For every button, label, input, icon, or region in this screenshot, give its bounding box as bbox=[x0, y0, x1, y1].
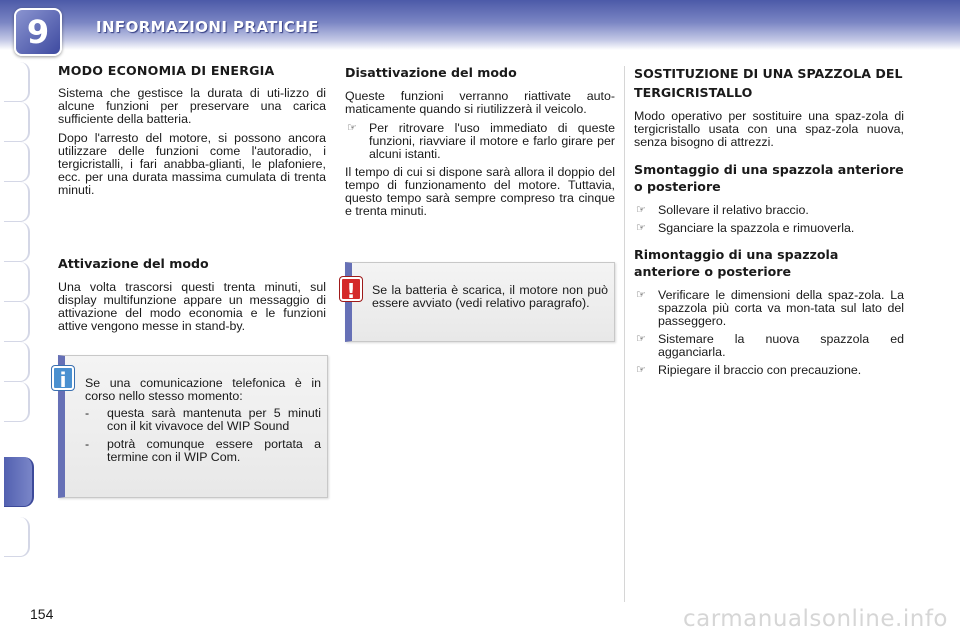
chapter-tab[interactable] bbox=[4, 382, 30, 422]
note-text: Se la batteria è scarica, il motore non può essere avviato (vedi relativo paragrafo). bbox=[372, 283, 608, 310]
list-item: ☞ Sistemare la nuova spazzola ed agganciarla. bbox=[636, 332, 904, 359]
paragraph: Il tempo di cui si dispone sarà allora il doppio del tempo di funzionamento del motore. Tuttavia, questo tempo sarà sempre compreso tra cinque e trenta minuti. bbox=[345, 165, 615, 218]
list-item: - potrà comunque essere portata a termine con il WIP Com. bbox=[85, 437, 321, 464]
note-intro: Se una comunicazione telefonica è in corso nello stesso momento: bbox=[85, 376, 321, 403]
pointing-hand-icon: ☞ bbox=[636, 364, 646, 376]
chapter-badge: 9 bbox=[14, 8, 62, 56]
dash-marker: - bbox=[85, 406, 90, 420]
column-divider bbox=[624, 66, 625, 602]
paragraph: Modo operativo per sostituire una spaz-zola di tergicristallo usata con una spaz-zola nuova, senza bisogno di attrezzi. bbox=[634, 109, 904, 149]
list-item: ☞ Per ritrovare l'uso immediato di queste funzioni, riavviare il motore e farlo girare per alcuni istanti. bbox=[347, 121, 615, 161]
paragraph: Queste funzioni verranno riattivate auto-maticamente quando si riutilizzerà il veicolo. bbox=[345, 89, 615, 116]
chapter-tab[interactable] bbox=[4, 222, 30, 262]
chapter-tab[interactable] bbox=[4, 182, 30, 222]
chapter-tabs bbox=[0, 62, 34, 577]
pointing-hand-icon: ☞ bbox=[347, 122, 357, 134]
pointing-hand-icon: ☞ bbox=[636, 333, 646, 345]
subsection-title-removal: Smontaggio di una spazzola anteriore o posteriore bbox=[634, 162, 904, 194]
column-c bbox=[634, 64, 904, 382]
pointing-hand-icon: ☞ bbox=[636, 222, 646, 234]
column-b bbox=[345, 64, 615, 224]
list-item: ☞ Sganciare la spazzola e rimuoverla. bbox=[636, 221, 855, 235]
paragraph: Dopo l'arresto del motore, si possono ancora utilizzare delle funzioni come l'autoradio, i tergicristalli, i fari anabba-glianti, le plafoniere, ecc. per una durata massima cumulata di trenta minuti. bbox=[58, 131, 326, 197]
info-icon: i bbox=[52, 366, 74, 390]
paragraph: Sistema che gestisce la durata di uti-lizzo di alcune funzioni per preservare una carica sufficiente della batteria. bbox=[58, 86, 326, 126]
column-a bbox=[58, 64, 326, 339]
pointing-hand-icon: ☞ bbox=[636, 204, 646, 216]
watermark: carmanualsonline.info bbox=[682, 606, 948, 632]
header-title: INFORMAZIONI PRATICHE bbox=[96, 18, 319, 36]
subsection-title-refit: Rimontaggio di una spazzola anteriore o posteriore bbox=[634, 247, 839, 279]
chapter-tab[interactable] bbox=[4, 342, 30, 382]
chapter-tab[interactable] bbox=[4, 62, 30, 102]
page-number: 154 bbox=[30, 606, 54, 622]
chapter-tab[interactable] bbox=[4, 262, 30, 302]
dash-marker: - bbox=[85, 437, 90, 451]
chapter-tab-active[interactable] bbox=[4, 457, 34, 507]
list-item: ☞ Ripiegare il braccio con precauzione. bbox=[636, 363, 862, 377]
list-item: ☞ Sollevare il relativo braccio. bbox=[636, 203, 809, 217]
chapter-tab[interactable] bbox=[4, 302, 30, 342]
subsection-title-activation: Attivazione del modo bbox=[58, 256, 209, 271]
warning-icon: ! bbox=[340, 277, 362, 301]
chapter-tab[interactable] bbox=[4, 102, 30, 142]
list-item: ☞ Verificare le dimensioni della spaz-zola. La spazzola più corta va mon-tata sul lato del passeggero. bbox=[636, 288, 904, 328]
pointing-hand-icon: ☞ bbox=[636, 289, 646, 301]
section-title-energy-saving: MODO ECONOMIA DI ENERGIA bbox=[58, 63, 275, 78]
warning-note bbox=[345, 262, 615, 342]
section-title-wiper-blade: SOSTITUZIONE DI UNA SPAZZOLA DEL TERGICRISTALLO bbox=[634, 66, 903, 100]
header-band bbox=[0, 0, 960, 50]
subsection-title-deactivation: Disattivazione del modo bbox=[345, 65, 517, 80]
chapter-tab[interactable] bbox=[4, 142, 30, 182]
paragraph: Una volta trascorsi questi trenta minuti, sul display multifunzione appare un messaggio di attivazione del modo economia e le funzioni attive vengono messe in stand-by. bbox=[58, 280, 326, 333]
chapter-tab[interactable] bbox=[4, 517, 30, 557]
list-item: - questa sarà mantenuta per 5 minuti con il kit vivavoce del WIP Sound bbox=[85, 406, 321, 433]
info-note bbox=[58, 355, 328, 498]
